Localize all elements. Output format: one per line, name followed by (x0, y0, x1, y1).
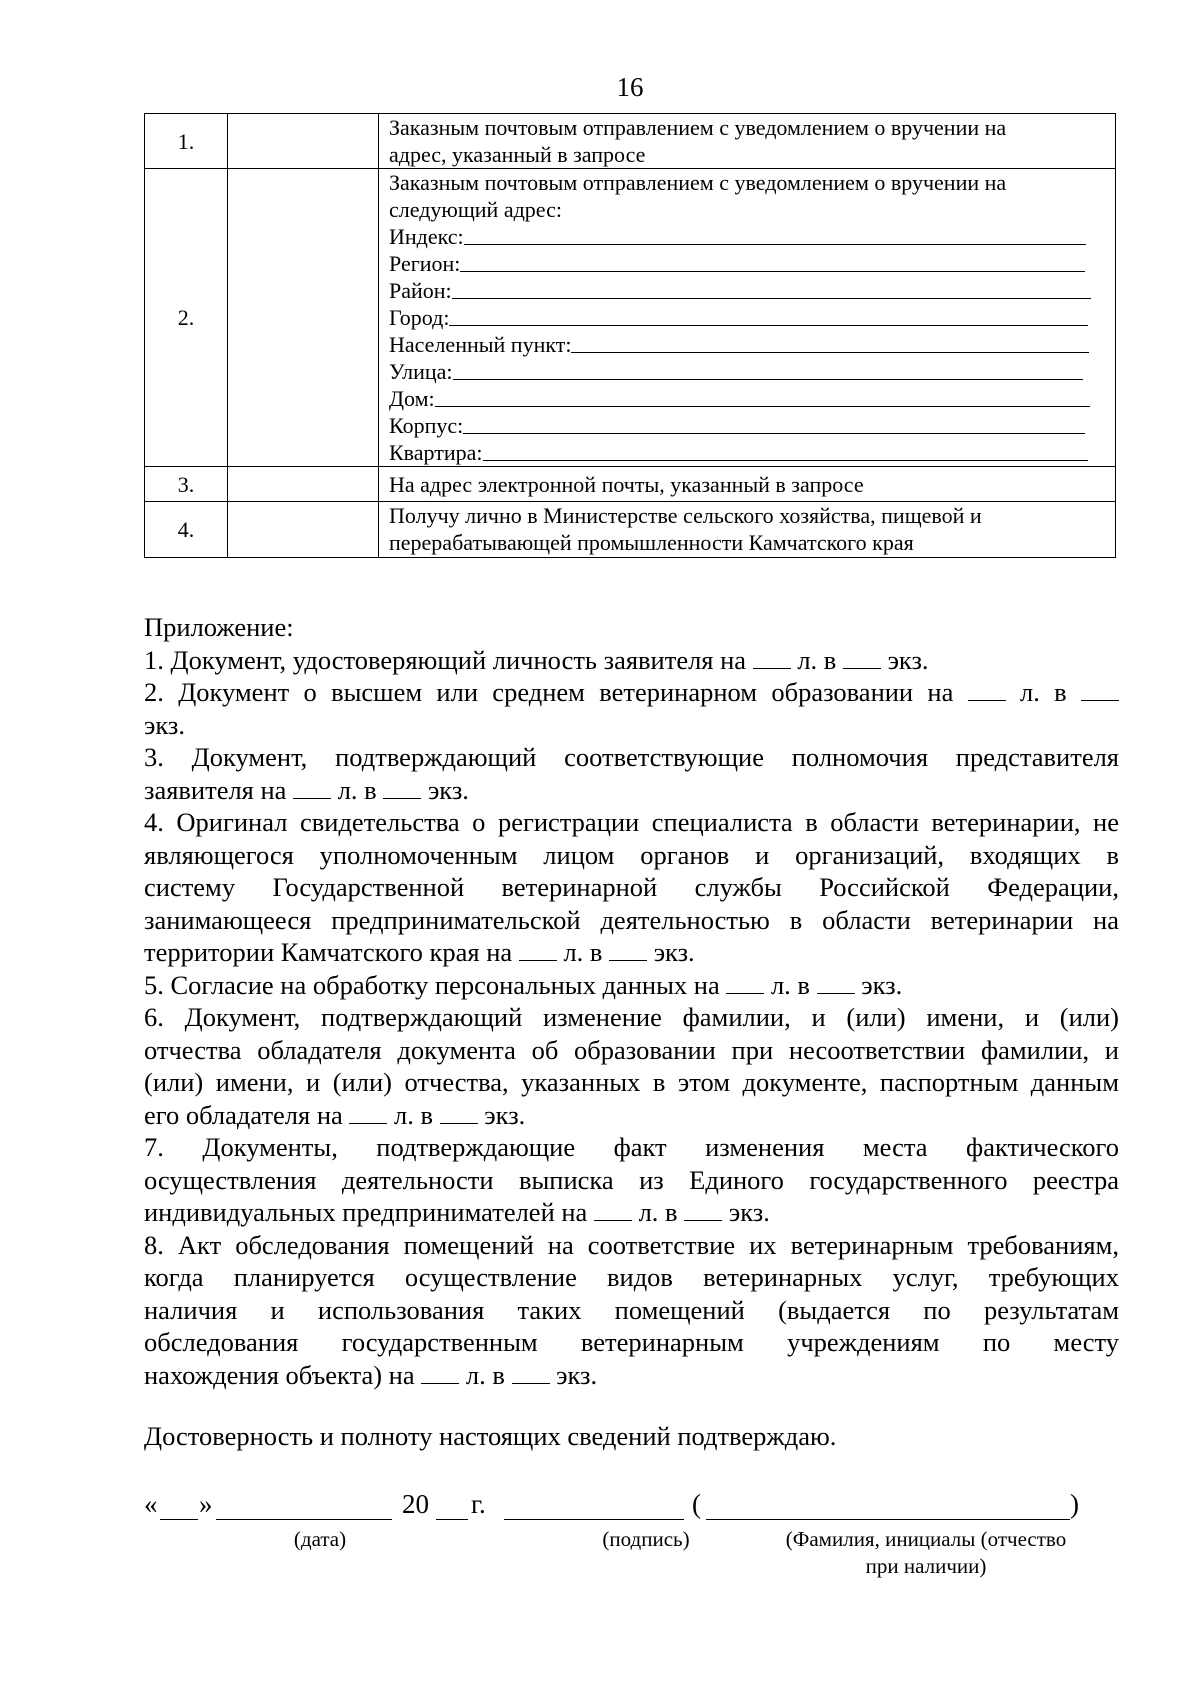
field-label: Регион: (389, 251, 461, 276)
copies-blank[interactable] (817, 971, 855, 994)
option-text (379, 502, 1116, 558)
name-caption-line: (Фамилия, инициалы (отчество (785, 1527, 1067, 1551)
field-label: Район: (389, 278, 452, 303)
address-field-district[interactable] (389, 277, 1105, 304)
field-label: Населенный пункт: (389, 332, 572, 357)
address-field-building[interactable] (389, 412, 1105, 439)
appendix-item-3: 3. Документ, подтверждающий соответствующие полномочия представителя (144, 742, 1119, 772)
name-caption-line: при наличии) (865, 1554, 987, 1578)
option-line: Получу лично в Министерстве сельского хозяйства, пищевой и (389, 503, 982, 528)
address-field-region[interactable] (389, 250, 1105, 277)
name-caption (752, 1526, 1100, 1580)
delivery-options-table (144, 113, 1116, 558)
date-caption: (дата) (293, 1527, 347, 1551)
close-quote: » (199, 1489, 213, 1519)
copies-blank[interactable] (383, 776, 421, 799)
appendix-item-6: 6. Документ, подтверждающий изменение фамилии, и (или) имени, и (или) (144, 1002, 1119, 1032)
field-label: Квартира: (389, 440, 483, 465)
appendix-item-8-cont: когда планируется осуществление видов ветеринарных услуг, требующих (144, 1262, 1119, 1292)
appendix-item-4-cont: занимающееся предпринимательской деятельностью в области ветеринарии на (144, 904, 1119, 935)
appendix-item-2-cont: экз. (144, 709, 185, 740)
sheets-blank[interactable] (519, 938, 557, 961)
field-line (452, 278, 1091, 299)
table-row (145, 169, 1116, 467)
open-paren: ( (692, 1489, 701, 1519)
appendix-list (144, 611, 1119, 1391)
page-number: 16 (616, 72, 644, 102)
address-field-city[interactable] (389, 304, 1105, 331)
field-line (460, 251, 1085, 272)
year-suffix: г. (471, 1489, 486, 1519)
address-field-house[interactable] (389, 385, 1105, 412)
appendix-item-4-cont: территории Камчатского края на л. в экз. (144, 937, 695, 967)
field-label: Дом: (389, 386, 435, 411)
signature-caption: (подпись) (602, 1527, 690, 1551)
option-line: На адрес электронной почты, указанный в запросе (389, 471, 864, 497)
year-blank[interactable] (436, 1519, 468, 1520)
option-line: Заказным почтовым отправлением с уведомлением о вручении на (389, 170, 1007, 195)
row-number: 2. (145, 169, 228, 467)
month-blank[interactable] (216, 1519, 392, 1520)
appendix-item-5: 5. Согласие на обработку персональных данных на л. в экз. (144, 969, 903, 1000)
appendix-item-7: 7. Документы, подтверждающие факт изменения места фактического (144, 1132, 1119, 1162)
appendix-item-1: 1. Документ, удостоверяющий личность заявителя на л. в экз. (144, 644, 929, 675)
address-field-index[interactable] (389, 223, 1105, 250)
field-label: Индекс: (389, 224, 464, 249)
option-line: следующий адрес: (389, 197, 562, 222)
appendix-item-8: 8. Акт обследования помещений на соответствие их ветеринарным требованиям, (144, 1229, 1119, 1260)
table-row (145, 502, 1116, 558)
sheets-blank[interactable] (753, 646, 791, 669)
copies-blank[interactable] (684, 1198, 722, 1221)
copies-blank[interactable] (512, 1361, 550, 1384)
sheets-blank[interactable] (293, 776, 331, 799)
copies-blank[interactable] (1081, 678, 1119, 701)
signature-blank[interactable] (504, 1519, 684, 1520)
option-text (379, 169, 1116, 467)
field-line (453, 359, 1083, 380)
field-label: Корпус: (389, 413, 464, 438)
address-field-locality[interactable] (389, 331, 1105, 358)
appendix-item-8-cont: наличия и использования таких помещений (выдается по результатам (144, 1294, 1119, 1325)
field-line (483, 440, 1088, 461)
sheets-blank[interactable] (968, 678, 1006, 701)
copies-blank[interactable] (843, 646, 881, 669)
row-number: 3. (145, 467, 228, 502)
appendix-item-3-cont: заявителя на л. в экз. (144, 774, 469, 805)
name-blank[interactable] (706, 1519, 1070, 1520)
field-line (464, 224, 1086, 245)
appendix-item-4-cont: систему Государственной ветеринарной службы Российской Федерации, (144, 872, 1119, 902)
field-label: Улица: (389, 359, 453, 384)
option-line: Заказным почтовым отправлением с уведомлением о вручении на (389, 115, 1007, 140)
appendix-item-2: 2. Документ о высшем или среднем ветеринарном образовании на л. в (144, 676, 1119, 709)
sheets-blank[interactable] (594, 1198, 632, 1221)
confirmation-text: Достоверность и полноту настоящих сведений подтверждаю. (144, 1421, 837, 1451)
appendix-item-6-cont: (или) имени, и (или) отчества, указанных в этом документе, паспортным данным (144, 1067, 1119, 1097)
appendix-item-7-cont: осуществления деятельности выписка из Единого государственного реестра (144, 1164, 1119, 1195)
appendix-item-7-cont: индивидуальных предпринимателей на л. в экз. (144, 1197, 770, 1227)
sheets-blank[interactable] (726, 971, 764, 994)
appendix-item-4: 4. Оригинал свидетельства о регистрации специалиста в области ветеринарии, не (144, 807, 1119, 837)
copies-blank[interactable] (440, 1101, 478, 1124)
table-row (145, 467, 1116, 502)
selection-cell[interactable] (228, 114, 379, 169)
selection-cell[interactable] (228, 467, 379, 502)
selection-cell[interactable] (228, 502, 379, 558)
appendix-item-8-cont: обследования государственным ветеринарным учреждениям по месту (144, 1327, 1119, 1357)
address-field-street[interactable] (389, 358, 1105, 385)
appendix-item-8-cont: нахождения объекта) на л. в экз. (144, 1359, 598, 1390)
option-line: адрес, указанный в запросе (389, 142, 646, 167)
field-line (435, 386, 1090, 407)
appendix-item-4-cont: являющегося уполномоченным лицом органов и организаций, входящих в (144, 839, 1119, 870)
selection-cell[interactable] (228, 169, 379, 467)
field-line (463, 413, 1085, 434)
option-text (379, 467, 1116, 502)
close-paren: ) (1070, 1489, 1079, 1519)
sheets-blank[interactable] (349, 1101, 387, 1124)
address-field-apartment[interactable] (389, 439, 1105, 466)
day-blank[interactable] (160, 1519, 198, 1520)
row-number: 1. (145, 114, 228, 169)
year-prefix: 20 (402, 1489, 429, 1519)
row-number: 4. (145, 502, 228, 558)
field-line (449, 305, 1088, 326)
copies-blank[interactable] (609, 938, 647, 961)
appendix-item-6-cont: отчества обладателя документа об образовании при несоответствии фамилии, и (144, 1034, 1119, 1065)
option-line: перерабатывающей промышленности Камчатского края (389, 530, 914, 555)
table-row (145, 114, 1116, 169)
appendix-heading: Приложение: (144, 612, 294, 642)
open-quote: « (144, 1489, 158, 1519)
signature-row (144, 1488, 1124, 1524)
appendix-item-6-cont: его обладателя на л. в экз. (144, 1099, 526, 1130)
option-text (379, 114, 1116, 169)
field-line (571, 332, 1089, 353)
sheets-blank[interactable] (421, 1361, 459, 1384)
field-label: Город: (389, 305, 450, 330)
